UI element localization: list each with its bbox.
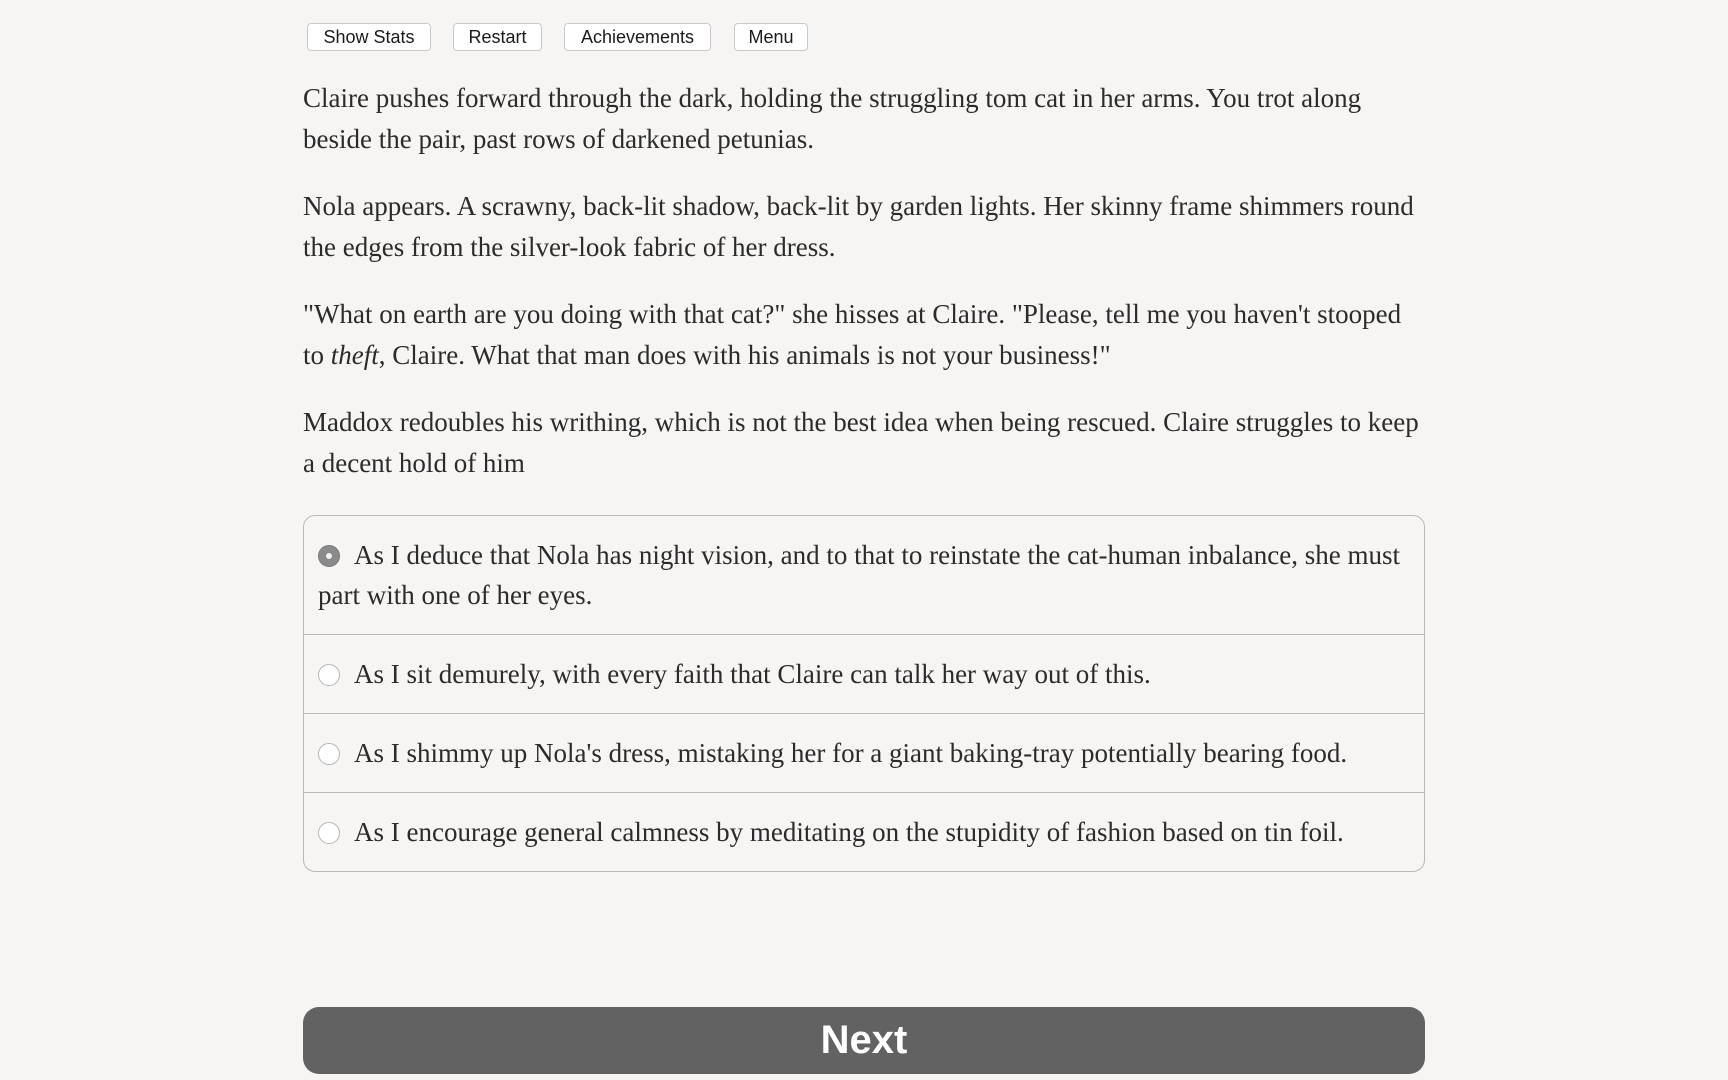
choice-option-4[interactable]: [304, 792, 1424, 871]
choice-option-2[interactable]: [304, 634, 1424, 713]
radio-selected-icon[interactable]: [318, 545, 340, 567]
choice-label: As I shimmy up Nola's dress, mistaking her for a giant baking-tray potentially bearing food.: [354, 738, 1348, 768]
story-paragraph: [303, 294, 1425, 376]
dialogue-text: "What on earth are you doing with that cat?" she hisses at Claire. "Please, tell me you haven't stooped to: [303, 299, 1402, 370]
story-paragraph: Claire pushes forward through the dark, holding the struggling tom cat in her arms. You trot along beside the pair, past rows of darkened petunias.: [303, 83, 1362, 154]
choice-option-3[interactable]: [304, 713, 1424, 792]
achievements-button[interactable]: Achievements: [564, 23, 711, 51]
dialogue-text: , Claire. What that man does with his animals is not your business!": [378, 340, 1111, 370]
next-button[interactable]: Next: [303, 1007, 1425, 1074]
radio-empty-icon[interactable]: [318, 743, 340, 765]
story-text: [303, 78, 1425, 510]
radio-empty-icon[interactable]: [318, 822, 340, 844]
choice-label: As I encourage general calmness by meditating on the stupidity of fashion based on tin foil.: [354, 817, 1344, 847]
story-paragraph: Maddox redoubles his writhing, which is not the best idea when being rescued. Claire struggles to keep a decent hold of him: [303, 407, 1419, 478]
choice-option-1[interactable]: [304, 516, 1424, 634]
choice-label: As I sit demurely, with every faith that Claire can talk her way out of this.: [354, 659, 1151, 689]
radio-empty-icon[interactable]: [318, 664, 340, 686]
choice-list: [303, 515, 1425, 872]
menu-button[interactable]: Menu: [734, 23, 808, 51]
choice-label: As I deduce that Nola has night vision, and to that to reinstate the cat-human inbalance, she must part with one of her eyes.: [318, 540, 1400, 610]
show-stats-button[interactable]: Show Stats: [307, 23, 431, 51]
restart-button[interactable]: Restart: [453, 23, 542, 51]
emphasized-word: theft: [330, 340, 379, 370]
story-paragraph: Nola appears. A scrawny, back-lit shadow, back-lit by garden lights. Her skinny frame shimmers round the edges from the silver-look fabric of her dress.: [303, 191, 1414, 262]
